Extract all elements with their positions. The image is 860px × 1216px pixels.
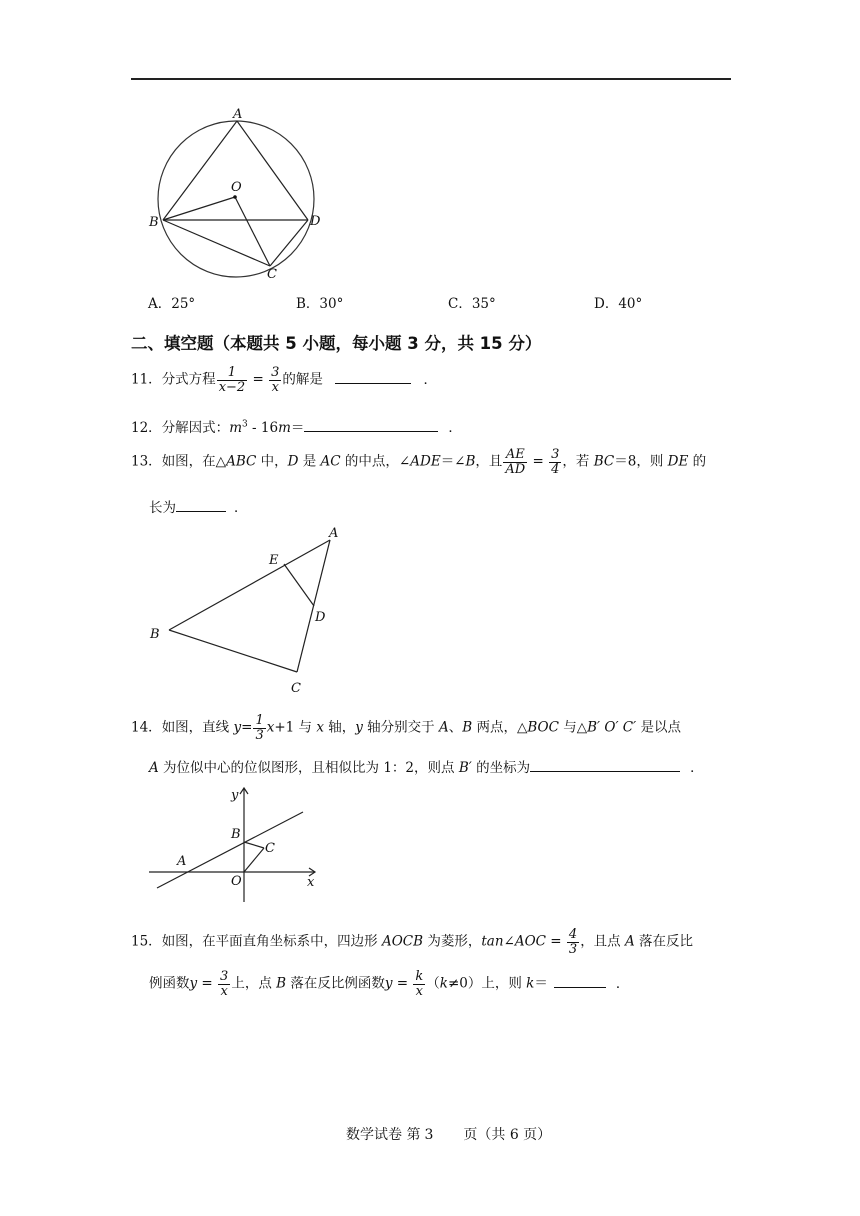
q12: 12．分解因式：$m^3$ ‑ 16m＝ ． bbox=[131, 419, 462, 436]
q15-fraction-tan: $\frac{4}{3}$ bbox=[568, 927, 578, 957]
q11-answer-blank[interactable] bbox=[335, 371, 411, 384]
q13-fraction-ratio: $\frac{AE}{AD}$ bbox=[505, 447, 526, 477]
q14-label-y: y bbox=[231, 788, 239, 803]
q10-circle-figure bbox=[145, 104, 335, 284]
q13-label-d: D bbox=[315, 610, 326, 625]
q10-label-o: O bbox=[231, 180, 242, 195]
footer-page-number: 3 bbox=[424, 1127, 434, 1143]
q13-line2: 长为 ． bbox=[149, 500, 248, 516]
q10-label-a: A bbox=[233, 107, 243, 122]
q12-answer-blank[interactable] bbox=[304, 419, 438, 432]
q13-label-e: E bbox=[269, 553, 279, 568]
section-heading: 二、填空题（本题共 5 小题，每小题 3 分，共 15 分） bbox=[131, 334, 542, 353]
q15-fraction-a: $\frac{3}{x}$ bbox=[220, 969, 229, 999]
q10-option-b: B．30° bbox=[296, 296, 344, 312]
q11: 11．分式方程 $\frac{1}{x-2}$ = $\frac{3}{x}$ 的解是 ． bbox=[131, 365, 437, 395]
q10-option-a: A．25° bbox=[148, 296, 196, 312]
q11-fraction-2: $\frac{3}{x}$ bbox=[271, 365, 280, 395]
q14-line1: 14．如图，直线 y= $\frac{1}{3}$ x+1 与 x 轴，y 轴分别交于 A、B 两点，△BOC 与△B′ O′ C′ 是以点 bbox=[131, 713, 682, 743]
header-rule bbox=[131, 78, 731, 80]
q13-fraction-value: $\frac{3}{4}$ bbox=[551, 447, 560, 477]
q14-label-a: A bbox=[177, 854, 187, 869]
q15-line2: 例函数y = $\frac{3}{x}$ 上，点 B 落在反比例函数y = $\frac{k}{x}$ （k≠0）上，则 k＝ ． bbox=[149, 969, 630, 999]
q13-label-a: A bbox=[329, 526, 339, 541]
q15-answer-blank[interactable] bbox=[554, 975, 606, 988]
q13-triangle-figure bbox=[145, 522, 345, 698]
q15-fraction-b: $\frac{k}{x}$ bbox=[415, 969, 424, 999]
q14-fraction: $\frac{1}{3}$ bbox=[255, 713, 264, 743]
q13-label-c: C bbox=[291, 681, 301, 696]
q10-label-c: C bbox=[267, 267, 277, 282]
page-footer: 数学试卷 第 3 页（共 6 页） bbox=[346, 1127, 552, 1143]
q14-line2: A 为位似中心的位似图形，且相似比为 1：2，则点 B′ 的坐标为 ． bbox=[149, 760, 704, 776]
q14-label-o: O bbox=[231, 874, 242, 889]
q10-label-d: D bbox=[310, 214, 321, 229]
q14-label-c: C bbox=[265, 841, 275, 856]
q14-label-b: B bbox=[231, 827, 241, 842]
q13-answer-blank[interactable] bbox=[176, 499, 226, 512]
q14-label-x: x bbox=[307, 875, 315, 890]
q13-line1: 13．如图，在△ABC 中，D 是 AC 的中点，∠ADE＝∠B，且 $\frac{AE}{AD}$ = $\frac{3}{4}$ ，若 BC＝8，则 DE 的 bbox=[131, 447, 707, 477]
q14-axes-figure bbox=[145, 784, 335, 904]
q10-option-d: D．40° bbox=[594, 296, 643, 312]
q14-answer-blank[interactable] bbox=[530, 759, 680, 772]
q10-option-c: C．35° bbox=[448, 296, 496, 312]
q11-fraction-1: $\frac{1}{x-2}$ bbox=[218, 365, 246, 395]
q13-label-b: B bbox=[150, 627, 160, 642]
q10-label-b: B bbox=[149, 215, 159, 230]
q15-line1: 15．如图，在平面直角坐标系中，四边形 AOCB 为菱形，tan∠AOC = $\frac{4}{3}$ ，且点 A 落在反比 bbox=[131, 927, 694, 957]
